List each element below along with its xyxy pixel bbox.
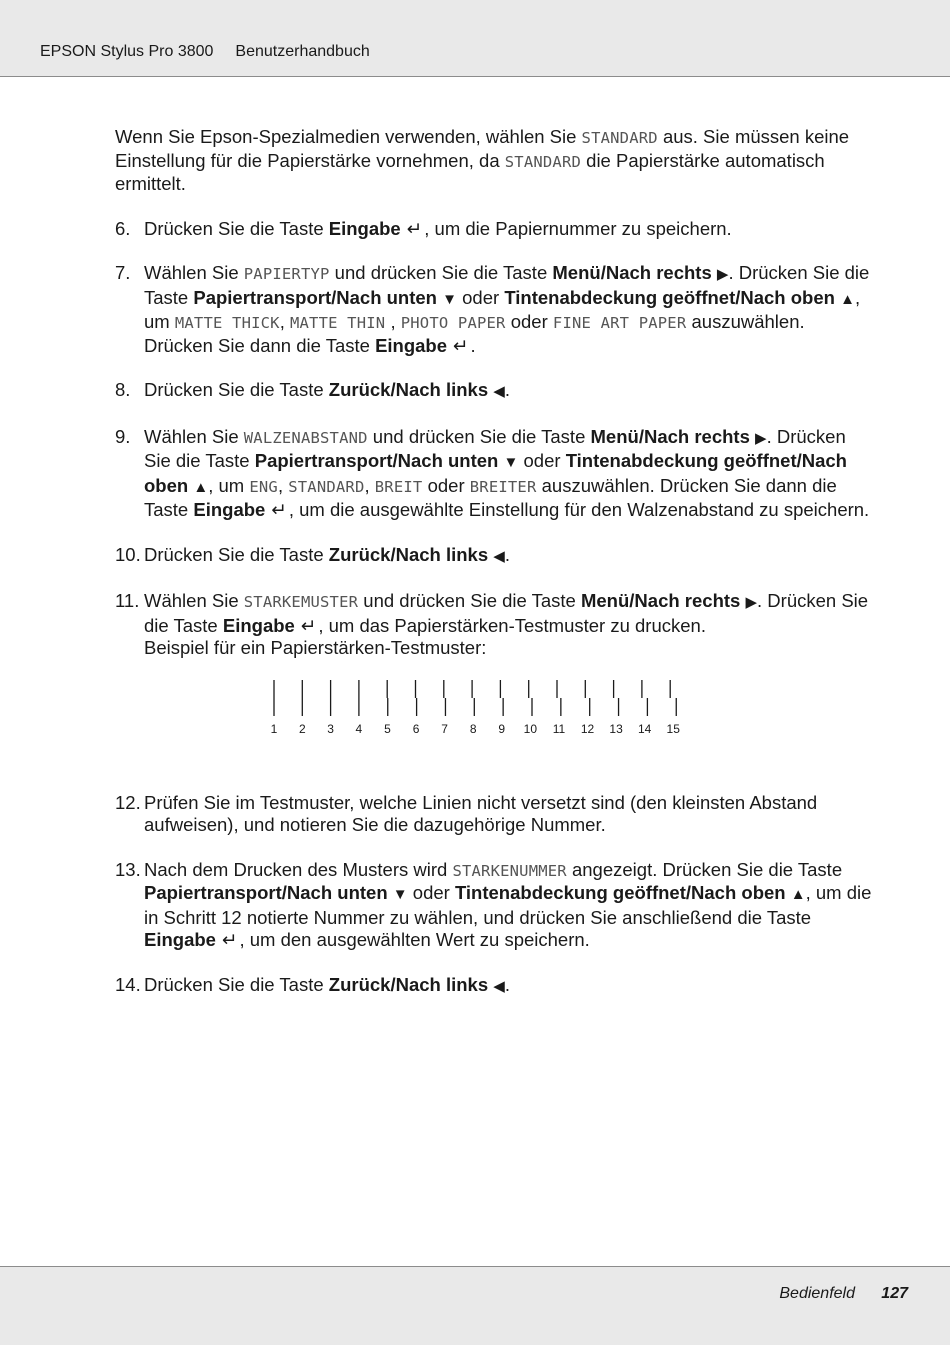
text: auszuwählen. Drücken Sie dann die Taste (144, 311, 805, 356)
key-name: Papiertransport/Nach unten (193, 286, 437, 308)
step-number: 7. (115, 262, 131, 283)
header-manual: Benutzerhandbuch (235, 43, 370, 60)
text: . (504, 543, 510, 565)
thickness-test-pattern (264, 678, 684, 742)
step-number: 8. (115, 379, 131, 400)
key-name: Tintenabdeckung geöffnet/Nach oben (454, 882, 786, 903)
text: und drücken Sie die Taste (367, 425, 591, 447)
pattern-label: 12 (580, 721, 595, 736)
text: angezeigt. Drücken Sie die Taste (566, 858, 843, 880)
text: , um die in Schritt 12 notierte Nummer zu wählen, und drücken Sie anschließend die Taste (144, 882, 872, 928)
key-name: Eingabe (193, 499, 266, 520)
step-7 (115, 262, 875, 357)
step-number: 11. (115, 590, 140, 611)
step-number: 14. (115, 973, 141, 995)
text: Drücken Sie die Taste (144, 543, 329, 565)
text: und drücken Sie die Taste (329, 262, 553, 283)
step-number: 13. (115, 858, 141, 880)
lcd-text: BREITER (469, 477, 537, 496)
key-name: Zurück/Nach links (328, 379, 489, 400)
arrow-left-icon: ◀ (493, 547, 505, 565)
arrow-left-icon: ◀ (493, 383, 505, 400)
pattern-label: 5 (384, 721, 391, 736)
text: , (277, 474, 289, 496)
header-text (40, 42, 370, 62)
step-14 (115, 974, 875, 999)
pattern-label: 13 (609, 721, 623, 736)
text: . (504, 973, 510, 995)
enter-icon: ↵ (300, 614, 317, 636)
text: Wählen Sie (144, 425, 244, 447)
step-9 (115, 426, 875, 522)
arrow-down-icon: ▼ (392, 886, 408, 903)
lcd-text: STANDARD (288, 477, 365, 496)
test-pattern-figure (144, 660, 875, 788)
enter-icon: ↵ (271, 499, 287, 520)
text: . (470, 334, 476, 356)
pattern-label: 3 (327, 721, 334, 736)
text: Wählen Sie (144, 590, 244, 611)
arrow-down-icon: ▼ (503, 454, 519, 471)
step-8 (115, 379, 875, 404)
enter-icon: ↵ (406, 217, 423, 239)
lcd-text: BREIT (374, 477, 423, 496)
text: auszuwählen. Drücken Sie dann die Taste (144, 474, 837, 520)
text: oder (457, 286, 505, 308)
key-name: Eingabe (222, 614, 295, 636)
text: oder (422, 474, 470, 496)
key-name: Eingabe (328, 217, 401, 239)
header-product: EPSON Stylus Pro 3800 (40, 43, 214, 60)
pattern-label: 1 (270, 721, 278, 736)
enter-icon: ↵ (221, 929, 238, 950)
pattern-label: 8 (469, 721, 477, 736)
arrow-up-icon: ▲ (193, 478, 209, 496)
arrow-up-icon: ▲ (840, 290, 855, 308)
pattern-label: 11 (552, 721, 566, 736)
lcd-text: STANDARD (581, 129, 658, 147)
text: Drücken Sie die Taste (144, 217, 329, 239)
lcd-text: PHOTO PAPER (400, 314, 506, 332)
lcd-text: STARKEMUSTER (243, 593, 359, 611)
step-12 (115, 792, 875, 837)
arrow-left-icon: ◀ (493, 977, 505, 995)
step-13 (115, 859, 875, 952)
pattern-label: 4 (355, 721, 363, 736)
key-name: Menü/Nach rechts (580, 590, 741, 611)
pattern-label: 2 (298, 721, 306, 736)
key-name: Zurück/Nach links (328, 543, 489, 565)
example-caption: Beispiel für ein Papierstärken-Testmuster: (144, 637, 487, 658)
lcd-text: MATTE THICK (174, 314, 280, 332)
lcd-text: STARKENUMMER (452, 861, 567, 880)
step-number: 10. (115, 543, 141, 565)
key-name: Eingabe (375, 334, 448, 356)
text: , um den ausgewählten Wert zu speichern. (239, 929, 590, 950)
text: , um die ausgewählte Einstellung für den Walzenabstand zu speichern. (288, 499, 870, 520)
arrow-up-icon: ▲ (790, 886, 806, 903)
step-10 (115, 544, 875, 569)
text: , (385, 311, 401, 332)
step-number: 9. (115, 425, 131, 447)
footer-section: Bedienfeld (779, 1285, 855, 1302)
key-name: Papiertransport/Nach unten (144, 882, 388, 903)
key-name: Tintenabdeckung geöffnet/Nach oben (504, 286, 835, 308)
text: oder (407, 882, 455, 903)
lcd-text: ENG (249, 477, 278, 496)
pattern-label: 9 (498, 721, 506, 736)
text: , um das Papierstärken-Testmuster zu drucken. (318, 614, 706, 636)
step-number: 6. (115, 217, 131, 239)
step-11 (115, 590, 875, 660)
lcd-text: FINE ART PAPER (552, 314, 687, 332)
text: Drücken Sie die Taste (144, 973, 329, 995)
text: Wenn Sie Epson-Spezialmedien verwenden, wählen Sie (115, 126, 582, 147)
page-footer (0, 1266, 950, 1345)
text: . Drücken Sie die Taste (144, 262, 870, 308)
text: Prüfen Sie im Testmuster, welche Linien nicht versetzt sind (den kleinsten Abstand aufweisen), und notieren Sie die dazugehörige Nummer. (144, 791, 818, 835)
page-header (0, 0, 950, 77)
pattern-label: 10 (523, 721, 538, 736)
text: , um (208, 474, 250, 496)
text: Nach dem Drucken des Musters wird (144, 858, 453, 880)
text: Drücken Sie die Taste (144, 379, 329, 400)
text: oder (518, 450, 566, 471)
key-name: Menü/Nach rechts (590, 425, 750, 447)
intro-paragraph (115, 126, 875, 196)
pattern-label: 15 (666, 721, 680, 736)
enter-icon: ↵ (453, 334, 469, 356)
key-name: Tintenabdeckung geöffnet/Nach oben (144, 450, 847, 496)
text: . Drücken Sie die Taste (144, 590, 869, 636)
text: die Papierstärke automatisch ermittelt. (115, 149, 825, 194)
lcd-text: WALZENABSTAND (243, 428, 368, 447)
pattern-label: 6 (412, 721, 420, 736)
lcd-text: MATTE THIN (289, 314, 386, 332)
text: , (279, 311, 290, 332)
pattern-label: 14 (637, 721, 652, 736)
arrow-right-icon: ▶ (745, 594, 758, 611)
key-name: Papiertransport/Nach unten (254, 450, 499, 471)
key-name: Eingabe (144, 929, 216, 950)
text: . (504, 379, 510, 400)
text: , (364, 474, 375, 496)
page-number: 127 (881, 1285, 908, 1302)
pattern-label: 7 (441, 721, 448, 736)
arrow-down-icon: ▼ (442, 290, 457, 308)
arrow-right-icon: ▶ (755, 429, 767, 447)
lcd-text: PAPIERTYP (243, 265, 330, 283)
text: und drücken Sie die Taste (358, 590, 581, 611)
text: . Drücken Sie die Taste (144, 425, 846, 471)
text: , um (144, 286, 861, 332)
text: aus. Sie müssen keine Einstellung für die Papierstärke vornehmen, da (115, 126, 850, 171)
step-number: 12. (115, 791, 141, 813)
text: Wählen Sie (144, 262, 244, 283)
key-name: Menü/Nach rechts (552, 262, 712, 283)
key-name: Zurück/Nach links (328, 973, 489, 995)
lcd-text: STANDARD (504, 152, 582, 171)
page-content (115, 126, 875, 998)
text: oder (505, 311, 553, 332)
arrow-right-icon: ▶ (716, 266, 729, 283)
step-6 (115, 218, 875, 241)
text: , um die Papiernummer zu speichern. (424, 217, 732, 239)
